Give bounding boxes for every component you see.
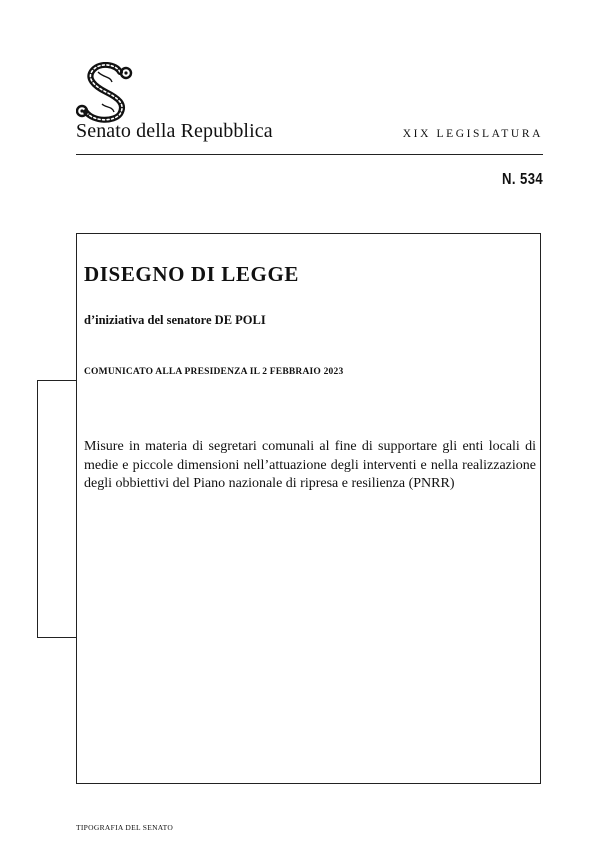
document-number: N. 534 <box>501 171 543 188</box>
initiative-line: d’iniziativa del senatore DE POLI <box>84 313 266 327</box>
side-bracket <box>37 380 76 638</box>
legislature-label: XIX LEGISLATURA <box>402 128 543 140</box>
printer-imprint: TIPOGRAFIA DEL SENATO <box>76 823 174 832</box>
header-divider <box>76 154 543 155</box>
document-type-heading: DISEGNO DI LEGGE <box>84 262 299 286</box>
communication-date-line: COMUNICATO ALLA PRESIDENZA IL 2 FEBBRAIO 2023 <box>84 367 344 377</box>
senate-s-emblem-icon <box>76 62 138 124</box>
bill-title: Misure in materia di segretari comunali al fine di supportare gli enti locali di medie e piccole dimensioni nell’attuazione degli interventi e nella realizzazione degli obbiettivi del Piano nazionale di ripresa e resilienza (PNRR) <box>84 439 536 491</box>
senate-name: Senato della Repubblica <box>76 120 273 142</box>
